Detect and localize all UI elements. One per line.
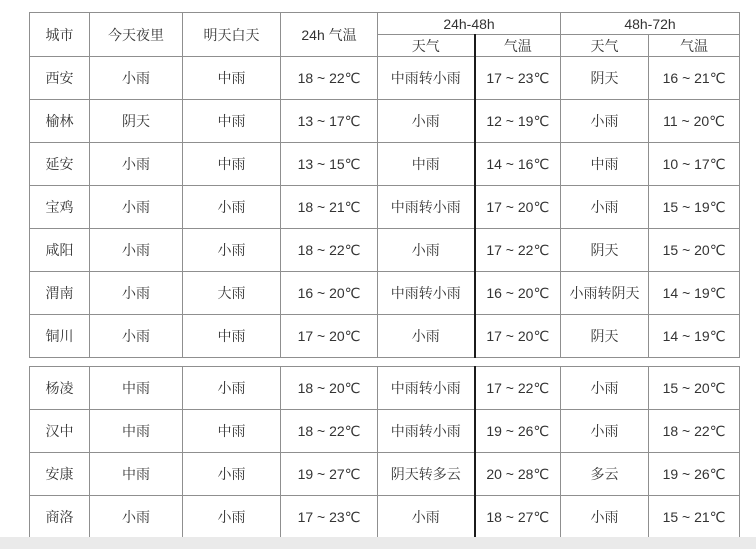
forecast-cell: 18 ~ 22℃ [649,410,740,453]
forecast-cell: 小雨 [183,453,281,496]
forecast-cell: 小雨 [561,186,649,229]
forecast-cell: 小雨 [90,57,183,100]
forecast-cell: 小雨转阴天 [561,272,649,315]
forecast-cell: 阴天 [561,229,649,272]
forecast-cell: 中雨 [378,143,475,186]
forecast-cell: 小雨 [378,229,475,272]
city-cell: 杨凌 [30,367,90,410]
forecast-cell: 19 ~ 26℃ [649,453,740,496]
forecast-table-section-1 [29,12,740,358]
col-header-weather-48-72: 天气 [561,35,649,57]
forecast-cell: 14 ~ 16℃ [475,143,561,186]
forecast-cell: 小雨 [378,100,475,143]
forecast-cell: 19 ~ 26℃ [475,410,561,453]
col-header-tonight: 今天夜里 [90,13,183,57]
city-cell: 榆林 [30,100,90,143]
forecast-cell: 中雨转小雨 [378,186,475,229]
forecast-cell: 17 ~ 23℃ [281,496,378,539]
forecast-cell: 小雨 [561,367,649,410]
forecast-cell: 中雨转小雨 [378,57,475,100]
forecast-cell: 18 ~ 22℃ [281,57,378,100]
forecast-cell: 20 ~ 28℃ [475,453,561,496]
forecast-cell: 小雨 [90,186,183,229]
forecast-cell: 中雨 [183,100,281,143]
forecast-cell: 中雨 [183,315,281,358]
forecast-cell: 小雨 [183,496,281,539]
forecast-cell: 阴天 [90,100,183,143]
city-cell: 渭南 [30,272,90,315]
forecast-cell: 18 ~ 22℃ [281,410,378,453]
forecast-cell: 15 ~ 20℃ [649,229,740,272]
forecast-cell: 小雨 [561,410,649,453]
forecast-cell: 小雨 [561,496,649,539]
forecast-cell: 小雨 [90,272,183,315]
forecast-cell: 13 ~ 17℃ [281,100,378,143]
col-header-tomorrow-day: 明天白天 [183,13,281,57]
forecast-cell: 大雨 [183,272,281,315]
forecast-cell: 14 ~ 19℃ [649,272,740,315]
col-header-city: 城市 [30,13,90,57]
forecast-cell: 16 ~ 21℃ [649,57,740,100]
forecast-cell: 中雨 [90,367,183,410]
forecast-cell: 13 ~ 15℃ [281,143,378,186]
forecast-cell: 小雨 [561,100,649,143]
table-row [30,186,740,229]
city-cell: 汉中 [30,410,90,453]
table-row [30,453,740,496]
col-header-weather-24-48: 天气 [378,35,475,57]
forecast-cell: 中雨 [90,453,183,496]
table-body-section-2 [30,367,740,539]
city-cell: 宝鸡 [30,186,90,229]
forecast-cell: 15 ~ 20℃ [649,367,740,410]
forecast-cell: 中雨转小雨 [378,410,475,453]
city-cell: 咸阳 [30,229,90,272]
forecast-cell: 中雨 [561,143,649,186]
forecast-cell: 多云 [561,453,649,496]
forecast-cell: 中雨 [183,57,281,100]
city-cell: 安康 [30,453,90,496]
forecast-cell: 18 ~ 21℃ [281,186,378,229]
forecast-cell: 中雨转小雨 [378,272,475,315]
forecast-cell: 19 ~ 27℃ [281,453,378,496]
forecast-cell: 小雨 [90,496,183,539]
forecast-cell: 18 ~ 20℃ [281,367,378,410]
forecast-table-section-2 [29,366,740,539]
forecast-cell: 中雨 [183,143,281,186]
table-row [30,143,740,186]
forecast-cell: 小雨 [90,229,183,272]
table-row [30,367,740,410]
table-row [30,496,740,539]
forecast-cell: 中雨 [90,410,183,453]
forecast-cell: 15 ~ 19℃ [649,186,740,229]
forecast-cell: 阴天 [561,315,649,358]
forecast-cell: 17 ~ 20℃ [475,315,561,358]
col-header-temp-48-72: 气温 [649,35,740,57]
city-cell: 铜川 [30,315,90,358]
forecast-cell: 小雨 [90,143,183,186]
forecast-cell: 18 ~ 22℃ [281,229,378,272]
weather-forecast-table-continued [29,366,740,539]
table-row [30,229,740,272]
forecast-cell: 10 ~ 17℃ [649,143,740,186]
forecast-cell: 16 ~ 20℃ [475,272,561,315]
city-cell: 商洛 [30,496,90,539]
table-row [30,410,740,453]
table-row [30,57,740,100]
forecast-cell: 11 ~ 20℃ [649,100,740,143]
forecast-cell: 15 ~ 21℃ [649,496,740,539]
forecast-cell: 中雨 [183,410,281,453]
forecast-cell: 17 ~ 23℃ [475,57,561,100]
forecast-cell: 16 ~ 20℃ [281,272,378,315]
forecast-cell: 小雨 [183,229,281,272]
forecast-cell: 阴天 [561,57,649,100]
table-row [30,272,740,315]
col-header-temp-24-48: 气温 [475,35,561,57]
col-header-24h-temp: 24h 气温 [281,13,378,57]
col-group-48h-72h: 48h-72h [561,13,740,35]
table-header [30,13,740,57]
forecast-cell: 小雨 [378,315,475,358]
forecast-cell: 小雨 [183,367,281,410]
weather-forecast-table [29,12,740,358]
page-bottom-strip [0,537,756,549]
forecast-cell: 17 ~ 22℃ [475,367,561,410]
forecast-cell: 阴天转多云 [378,453,475,496]
forecast-cell: 12 ~ 19℃ [475,100,561,143]
table-row [30,315,740,358]
forecast-cell: 17 ~ 22℃ [475,229,561,272]
forecast-cell: 小雨 [90,315,183,358]
forecast-cell: 14 ~ 19℃ [649,315,740,358]
forecast-cell: 小雨 [378,496,475,539]
forecast-cell: 17 ~ 20℃ [281,315,378,358]
city-cell: 延安 [30,143,90,186]
forecast-cell: 中雨转小雨 [378,367,475,410]
forecast-cell: 18 ~ 27℃ [475,496,561,539]
forecast-cell: 17 ~ 20℃ [475,186,561,229]
city-cell: 西安 [30,57,90,100]
forecast-cell: 小雨 [183,186,281,229]
table-row [30,100,740,143]
col-group-24h-48h: 24h-48h [378,13,561,35]
table-body-section-1 [30,57,740,358]
